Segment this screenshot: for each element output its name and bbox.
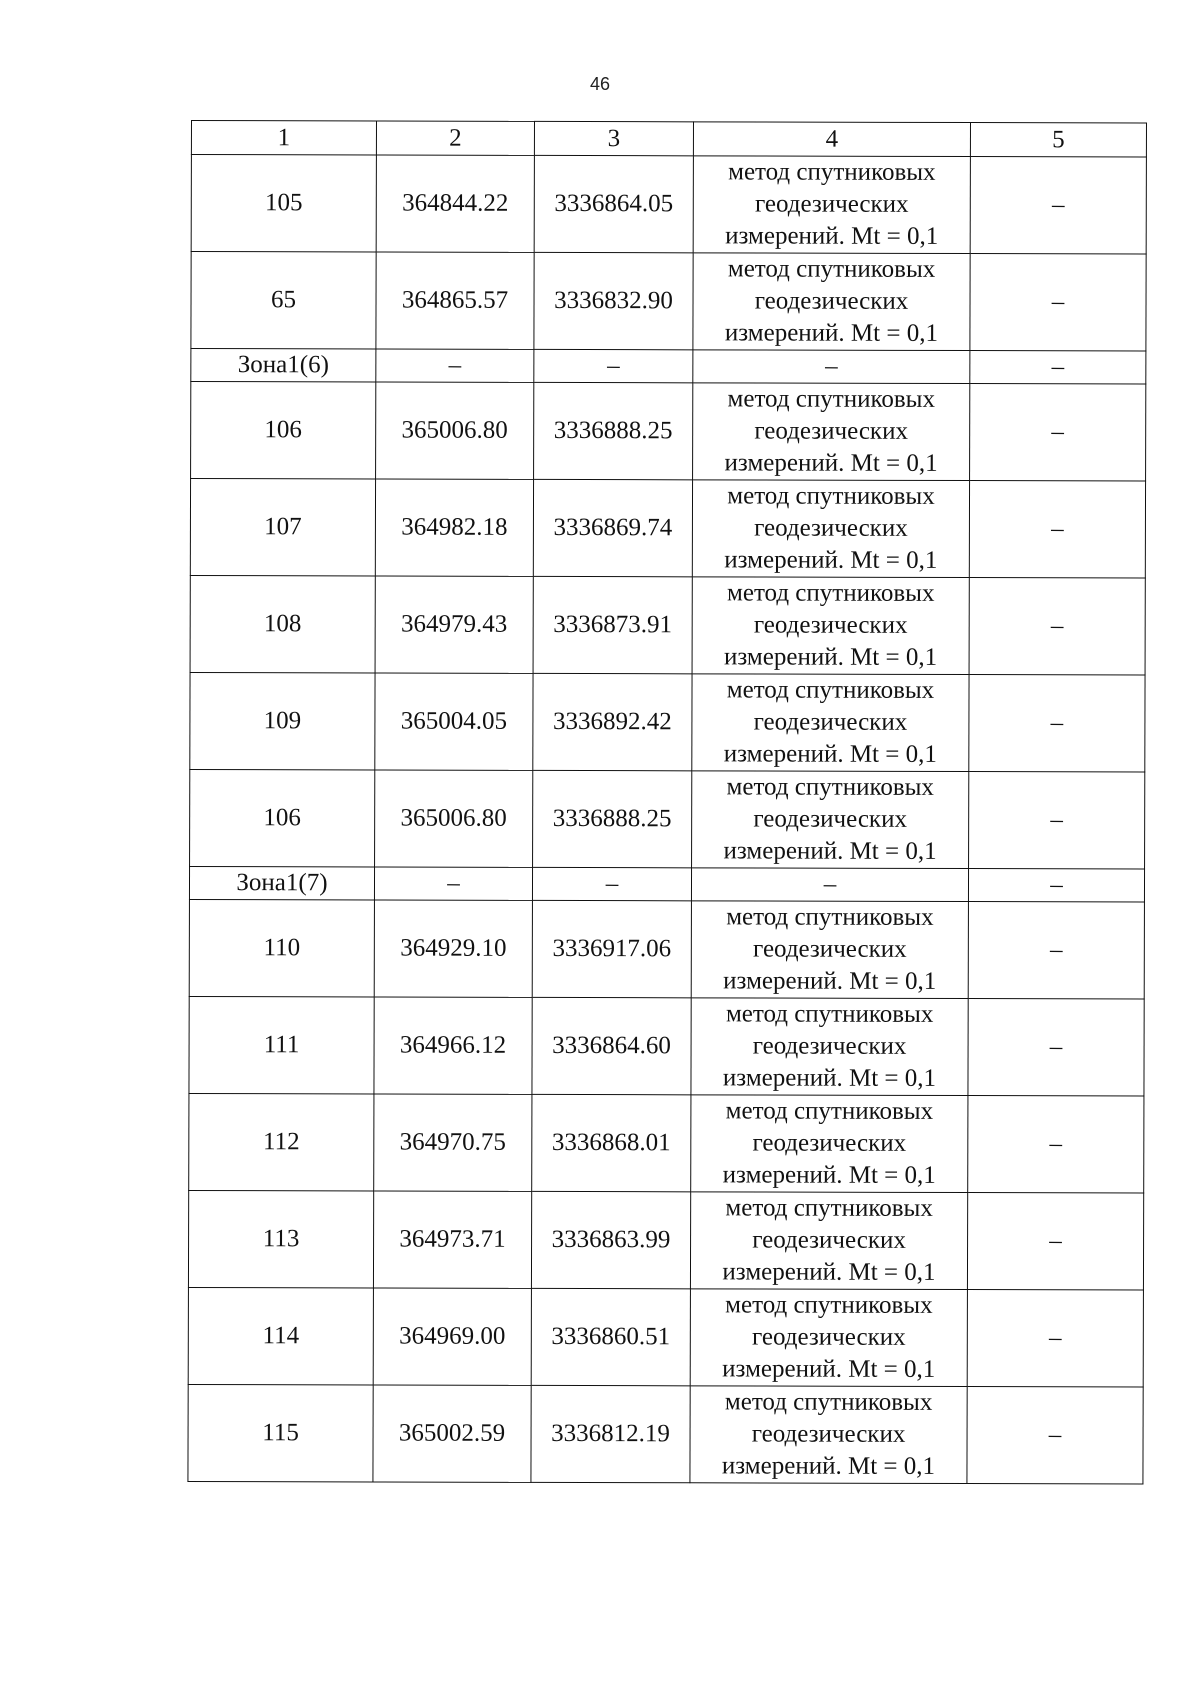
method-line: геодезических: [754, 190, 909, 218]
table-row: [189, 1093, 1144, 1192]
method-line: измерений. Mt = 0,1: [723, 740, 937, 768]
method-cell: [690, 1386, 967, 1484]
x-coordinate-cell: 365002.59: [373, 1385, 531, 1482]
method-cell: [691, 1095, 968, 1193]
point-cell: 110: [189, 899, 374, 996]
table-row: [188, 1384, 1143, 1483]
method-cell: [690, 1192, 967, 1290]
point-cell: 108: [190, 575, 375, 672]
method-line: измерений. Mt = 0,1: [724, 319, 939, 347]
x-coordinate-cell: 364979.43: [375, 576, 533, 673]
method-line: геодезических: [753, 708, 908, 736]
method-line: измерений. Mt = 0,1: [722, 1161, 936, 1189]
method-line: измерений. Mt = 0,1: [723, 967, 937, 995]
y-coordinate-cell: 3336832.90: [534, 252, 693, 349]
method-line: измерений. Mt = 0,1: [722, 1258, 936, 1286]
header-cell-3: 3: [534, 121, 693, 155]
x-coordinate-cell: 364982.18: [375, 479, 533, 576]
method-cell: [692, 577, 969, 675]
method-line: измерений. Mt = 0,1: [722, 1355, 936, 1383]
header-cell-5: 5: [970, 123, 1146, 157]
zone-row: [189, 866, 1144, 902]
y-coordinate-cell: 3336863.99: [531, 1191, 690, 1288]
method-line: метод спутниковых: [725, 1097, 934, 1125]
method-line: метод спутниковых: [724, 1388, 933, 1416]
method-line: геодезических: [753, 611, 908, 639]
table-row: [189, 996, 1144, 1095]
method-line: измерений. Mt = 0,1: [724, 449, 938, 477]
method-line: геодезических: [751, 1323, 906, 1351]
note-cell: –: [969, 772, 1145, 869]
method-cell: [690, 1289, 967, 1387]
method-line: метод спутниковых: [726, 903, 934, 931]
method-line: геодезических: [753, 805, 908, 833]
method-line: измерений. Mt = 0,1: [724, 643, 938, 671]
table-row: [188, 1190, 1143, 1289]
table-row: [190, 479, 1145, 578]
y-coordinate-cell: 3336860.51: [531, 1288, 690, 1385]
y-coordinate-cell: 3336869.74: [533, 479, 692, 576]
method-line: метод спутниковых: [726, 773, 934, 801]
note-cell: –: [967, 1387, 1143, 1484]
method-cell: [693, 253, 970, 351]
y-coordinate-cell: 3336917.06: [532, 900, 691, 997]
method-line: измерений. Mt = 0,1: [723, 837, 937, 865]
method-line: метод спутниковых: [727, 255, 936, 283]
table-row: [191, 252, 1146, 351]
header-cell-4: 4: [693, 122, 970, 157]
y-coordinate-cell: 3336864.05: [534, 155, 693, 252]
coordinates-table: [187, 120, 1147, 1484]
table-row: [191, 155, 1146, 254]
point-cell: 107: [190, 479, 375, 576]
method-line: метод спутниковых: [725, 1291, 933, 1319]
x-coordinate-cell: 364929.10: [374, 900, 532, 997]
table-row: [190, 769, 1145, 868]
point-cell: 113: [188, 1190, 373, 1287]
method-line: геодезических: [752, 935, 907, 963]
method-cell: [692, 674, 969, 772]
y-coordinate-cell: 3336892.42: [533, 673, 692, 770]
x-coordinate-cell: 364969.00: [373, 1288, 531, 1385]
y-coordinate-cell: 3336864.60: [532, 997, 691, 1094]
x-coordinate-cell: –: [374, 867, 532, 900]
point-cell: 106: [191, 382, 376, 479]
method-cell: [692, 771, 969, 869]
point-cell: Зона1(7): [189, 866, 374, 899]
table-body: [188, 121, 1147, 1484]
x-coordinate-cell: 364865.57: [376, 252, 534, 349]
header-row: [191, 121, 1146, 158]
note-cell: –: [967, 1193, 1143, 1290]
note-cell: –: [969, 481, 1145, 578]
header-cell-2: 2: [376, 121, 534, 155]
x-coordinate-cell: 364966.12: [374, 997, 532, 1094]
page-number: 46: [589, 74, 611, 94]
y-coordinate-cell: –: [532, 867, 691, 900]
note-cell: –: [969, 675, 1145, 772]
method-line: геодезических: [751, 1420, 906, 1448]
table-row: [189, 899, 1144, 998]
y-coordinate-cell: –: [534, 349, 693, 382]
note-cell: –: [968, 902, 1144, 999]
y-coordinate-cell: 3336888.25: [533, 770, 692, 867]
x-coordinate-cell: 365006.80: [376, 382, 534, 479]
point-cell: 112: [189, 1093, 374, 1190]
y-coordinate-cell: 3336873.91: [533, 576, 692, 673]
method-line: геодезических: [754, 514, 908, 542]
method-line: измерений. Mt = 0,1: [722, 1064, 937, 1092]
method-cell: [693, 156, 970, 254]
point-cell: 115: [188, 1384, 373, 1481]
method-line: метод спутниковых: [727, 385, 936, 413]
method-line: метод спутниковых: [725, 1194, 933, 1222]
method-line: геодезических: [752, 1226, 906, 1254]
method-line: геодезических: [752, 1032, 907, 1060]
table-row: [188, 1287, 1143, 1386]
point-cell: 65: [191, 252, 376, 349]
method-line: геодезических: [754, 287, 909, 315]
x-coordinate-cell: –: [376, 349, 534, 382]
method-cell: [693, 350, 970, 384]
method-line: –: [823, 870, 837, 898]
note-cell: –: [967, 1290, 1143, 1387]
method-line: геодезических: [754, 417, 909, 445]
x-coordinate-cell: 364844.22: [376, 155, 534, 252]
note-cell: –: [968, 869, 1144, 902]
method-line: метод спутниковых: [726, 676, 935, 704]
method-line: –: [825, 352, 838, 380]
table-row: [190, 575, 1145, 674]
x-coordinate-cell: 365004.05: [375, 673, 533, 770]
note-cell: –: [970, 157, 1146, 254]
method-line: метод спутниковых: [727, 482, 935, 510]
method-cell: [693, 383, 970, 481]
point-cell: 114: [188, 1287, 373, 1384]
note-cell: –: [968, 1096, 1144, 1193]
method-line: метод спутниковых: [725, 1000, 934, 1028]
x-coordinate-cell: 365006.80: [375, 770, 533, 867]
method-line: метод спутниковых: [728, 158, 936, 186]
note-cell: –: [968, 999, 1144, 1096]
x-coordinate-cell: 364970.75: [374, 1094, 532, 1191]
point-cell: 109: [190, 672, 375, 769]
zone-row: [191, 349, 1146, 385]
table-row: [191, 382, 1146, 481]
method-line: измерений. Mt = 0,1: [721, 1452, 936, 1480]
coordinates-table-wrapper: [187, 120, 1146, 1484]
y-coordinate-cell: 3336812.19: [531, 1385, 690, 1482]
header-cell-1: 1: [191, 121, 376, 155]
point-cell: 106: [190, 769, 375, 866]
x-coordinate-cell: 364973.71: [373, 1191, 531, 1288]
note-cell: –: [970, 384, 1146, 481]
note-cell: –: [970, 351, 1146, 384]
y-coordinate-cell: 3336888.25: [534, 382, 693, 479]
method-line: измерений. Mt = 0,1: [725, 222, 939, 250]
point-cell: Зона1(6): [191, 349, 376, 382]
method-cell: [691, 998, 968, 1096]
note-cell: –: [970, 254, 1146, 351]
point-cell: 105: [191, 155, 376, 252]
note-cell: –: [969, 578, 1145, 675]
method-cell: [691, 901, 968, 999]
method-line: измерений. Mt = 0,1: [724, 546, 938, 574]
table-row: [190, 672, 1145, 771]
method-cell: [691, 868, 968, 902]
y-coordinate-cell: 3336868.01: [532, 1094, 691, 1191]
point-cell: 111: [189, 996, 374, 1093]
method-cell: [692, 480, 969, 578]
method-line: метод спутниковых: [727, 579, 935, 607]
method-line: геодезических: [752, 1129, 907, 1157]
